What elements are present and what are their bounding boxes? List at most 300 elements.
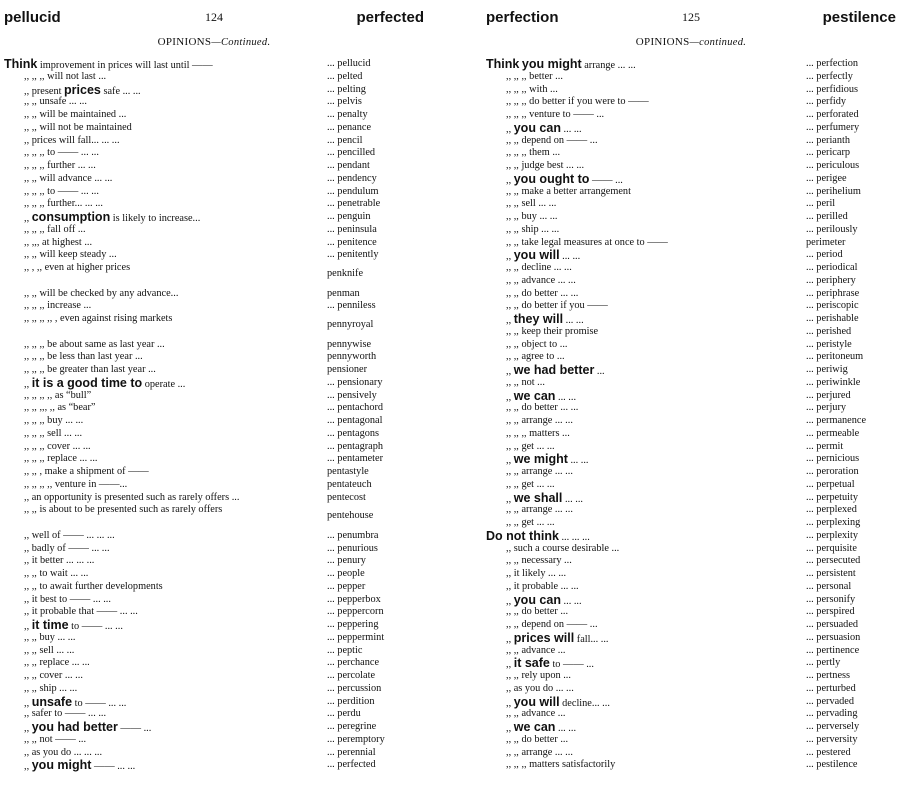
phrase-fragment: ,, <box>506 455 514 467</box>
phrase-fragment: safe ... ... <box>100 85 141 97</box>
code-word: ... perpetual <box>806 478 855 490</box>
phrase-fragment: ,, ,, ,, buy ... ... <box>24 415 84 426</box>
phrase-fragment: ,, <box>506 595 514 607</box>
phrase-text <box>24 237 92 250</box>
phrase-text <box>24 657 90 670</box>
phrase-fragment: ,, ,, is about to be presented such as rarely offers <box>24 504 223 516</box>
phrase-text <box>24 581 163 594</box>
phrase-row <box>486 530 896 543</box>
phrase-fragment: ,, ,, will keep steady ... <box>24 249 117 261</box>
phrase-fragment: ,, ,, do better ... ... <box>506 402 579 414</box>
code-word: ... pendulum <box>327 185 379 197</box>
phrase-fragment: ,, ,, get ... ... <box>506 517 555 528</box>
phrase-row <box>4 657 424 670</box>
code-word: ... pensively <box>327 389 377 401</box>
phrase-text <box>24 670 83 683</box>
phrase-keyword: it time <box>31 618 69 632</box>
phrase-text <box>506 568 566 581</box>
code-word: ... perplexity <box>806 529 859 541</box>
code-word: ... permit <box>806 440 844 452</box>
phrase-fragment: ,, ,, ship ... ... <box>24 682 78 694</box>
code-word: ... periwinkle <box>806 376 861 388</box>
phrase-row <box>486 122 896 135</box>
phrase-fragment: ,, ,, do better ... <box>506 606 569 618</box>
code-word: ... penurious <box>327 542 378 554</box>
phrase-fragment: ,, ,, sell ... ... <box>506 198 557 210</box>
phrase-row <box>486 84 896 97</box>
code-word: pentehouse <box>327 510 374 522</box>
phrase-text <box>24 147 99 160</box>
phrase-row <box>486 466 896 479</box>
phrase-row <box>486 249 896 262</box>
phrase-fragment: ,, ,, get ... ... <box>506 440 555 452</box>
phrase-fragment: ,, ,, ,, increase ... <box>24 300 92 312</box>
phrase-row <box>4 377 424 390</box>
phrase-fragment: ,, ,, ,, do better if you were to —— <box>506 96 649 108</box>
phrase-fragment: ,, ,, agree to ... <box>506 351 565 363</box>
left-running-header <box>4 9 424 27</box>
phrase-text <box>506 759 615 772</box>
phrase-fragment: ... ... <box>567 455 589 467</box>
phrase-fragment: fall... ... <box>574 633 609 645</box>
phrase-fragment: decline... ... <box>559 697 610 709</box>
code-word: ... periphrase <box>806 287 860 299</box>
phrase-row <box>4 581 424 594</box>
phrase-fragment: ,, ,, ,, cover ... ... <box>24 440 91 452</box>
phrase-row <box>4 415 424 428</box>
code-word: ... pentachord <box>327 402 384 414</box>
phrase-fragment: ... ... <box>560 595 582 607</box>
left-section-title-main: OPINIONS <box>157 36 212 48</box>
code-word: ... pernicious <box>806 453 860 465</box>
phrase-row <box>486 504 896 517</box>
phrase-fragment: ,, ,, ,, to —— ... ... <box>24 185 99 197</box>
right-section-title <box>486 36 896 48</box>
phrase-row <box>4 441 424 454</box>
code-word: ... penance <box>327 121 372 133</box>
phrase-fragment: ,, ,, ,, replace ... ... <box>24 453 98 465</box>
phrase-fragment: is likely to increase... <box>110 213 201 224</box>
phrase-fragment: ,, ,, will advance ... ... <box>24 172 113 184</box>
phrase-row <box>486 96 896 109</box>
phrase-text <box>24 262 130 275</box>
phrase-fragment: arrange ... ... <box>581 60 636 71</box>
phrase-text <box>24 224 86 237</box>
phrase-row <box>4 96 424 109</box>
phrase-row <box>486 211 896 224</box>
code-word: ... perilously <box>806 223 858 235</box>
phrase-row <box>486 594 896 607</box>
phrase-row <box>4 249 424 262</box>
code-word: ... penniless <box>327 300 376 312</box>
phrase-fragment: ,, as you do ... ... <box>506 682 574 694</box>
phrase-text <box>506 135 598 148</box>
code-word: ... pertness <box>806 670 851 681</box>
phrase-text <box>24 415 83 428</box>
phrase-text <box>24 453 97 466</box>
code-word: ... pervading <box>806 708 858 720</box>
code-word: ... pelting <box>327 83 366 95</box>
phrase-fragment: ,, ,, not ... <box>506 376 545 388</box>
phrase-row <box>486 71 896 84</box>
code-word: ... pentagraph <box>327 440 384 452</box>
phrase-fragment: ... ... ... <box>558 531 590 543</box>
phrase-row <box>486 747 896 760</box>
code-word: ... perdition <box>327 695 375 707</box>
phrase-text <box>24 96 87 109</box>
code-word: ... penitently <box>327 249 379 261</box>
code-word: ... perilled <box>806 211 848 222</box>
phrase-keyword: you will <box>513 248 560 263</box>
phrase-row <box>4 351 424 364</box>
phrase-keyword: you can <box>513 592 561 607</box>
phrase-text <box>506 186 631 199</box>
phrase-text <box>24 543 110 556</box>
code-word: ... perfectly <box>806 70 853 82</box>
phrase-row <box>4 109 424 122</box>
phrase-fragment: to —— ... <box>549 659 594 671</box>
phrase-row <box>4 84 424 97</box>
phrase-text <box>24 594 111 607</box>
phrase-fragment: ... ... <box>555 391 577 403</box>
phrase-fragment: ,, ,, buy ... ... <box>506 211 558 222</box>
phrase-row <box>486 657 896 670</box>
code-word: ... percolate <box>327 670 376 681</box>
phrase-row <box>4 173 424 186</box>
phrase-fragment: ,, ,, depend on —— ... <box>506 619 598 630</box>
phrase-fragment: ,, ,, ,, be greater than last year ... <box>24 364 156 375</box>
code-word: ... perfidious <box>806 83 859 95</box>
phrase-fragment: ,, badly of —— ... ... <box>24 542 110 554</box>
code-word: pensioner <box>327 364 368 375</box>
phrase-fragment: ,, ,, unsafe ... ... <box>24 96 87 108</box>
code-word: ... peroration <box>806 466 859 477</box>
phrase-keyword: it safe <box>513 656 550 671</box>
code-word: ... perjured <box>806 389 851 401</box>
left-section-title <box>4 36 424 48</box>
code-word: ... pepper <box>327 580 366 592</box>
code-word: ... pellucid <box>327 58 371 69</box>
code-word: ... peremptory <box>327 733 385 745</box>
phrase-row <box>4 224 424 237</box>
phrase-text <box>506 288 578 301</box>
code-word: ... personify <box>806 593 856 605</box>
phrase-text <box>24 734 86 747</box>
code-word: ... permeable <box>806 427 860 439</box>
phrase-text <box>24 313 172 326</box>
code-word: pentecost <box>327 491 366 503</box>
phrase-fragment: ,, <box>506 315 514 326</box>
phrase-keyword: you might <box>31 758 92 773</box>
phrase-row <box>486 313 896 326</box>
phrase-row <box>486 555 896 568</box>
phrase-text <box>506 606 568 619</box>
phrase-row <box>4 555 424 568</box>
code-word: ... personal <box>806 580 852 592</box>
right-head-word-last: pestilence <box>822 9 896 26</box>
phrase-fragment: ,, ,, do better ... ... <box>506 287 579 299</box>
phrase-text <box>24 504 222 517</box>
phrase-fragment: ... ... <box>562 493 583 505</box>
phrase-row <box>4 428 424 441</box>
code-word: ... perversely <box>806 721 860 732</box>
phrase-text <box>506 326 598 339</box>
code-word: ... peninsula <box>327 223 377 235</box>
phrase-text <box>24 173 112 186</box>
phrase-text <box>506 734 568 747</box>
code-word: ... perigee <box>806 172 847 184</box>
code-word: pentastyle <box>327 466 369 477</box>
phrase-text <box>24 530 115 543</box>
phrase-fragment: ,, ,, object to ... <box>506 338 568 350</box>
code-word: ... pentagons <box>327 427 380 439</box>
phrase-row <box>4 122 424 135</box>
right-section-title-main: OPINIONS <box>635 36 690 48</box>
code-word: ... pentagonal <box>327 415 383 426</box>
phrase-fragment: ,, ,, ,, ,, , even against rising markets <box>24 313 173 324</box>
phrase-fragment: ,, <box>24 761 32 773</box>
code-word: ... persuasion <box>806 631 861 643</box>
phrase-text <box>506 428 570 441</box>
code-word: ... perfection <box>806 58 859 69</box>
phrase-fragment: ,, safer to —— ... ... <box>24 708 107 720</box>
phrase-fragment: ,, <box>506 697 514 709</box>
phrase-row <box>4 504 424 530</box>
code-word: ... perplexing <box>806 517 861 528</box>
phrase-text <box>24 645 74 658</box>
phrase-fragment: ,, ,, arrange ... ... <box>506 466 573 477</box>
right-page-number: 125 <box>682 10 700 24</box>
phrase-fragment: ,, ,, ,, fall off ... <box>24 223 86 235</box>
phrase-text <box>24 351 143 364</box>
code-word: ... peregrine <box>327 721 377 732</box>
code-word: ... persistent <box>806 568 856 579</box>
code-word: ... percussion <box>327 682 382 694</box>
phrase-row <box>4 58 424 71</box>
phrase-fragment: improvement in prices will last until —— <box>37 60 213 71</box>
code-word: ... peptic <box>327 644 363 656</box>
phrase-text <box>24 300 91 313</box>
code-word: ... periculous <box>806 160 860 171</box>
code-word: ... peristyle <box>806 338 852 350</box>
code-word: ... peppercorn <box>327 606 384 618</box>
code-word: ... penalty <box>327 109 368 120</box>
code-word: perimeter <box>806 236 846 248</box>
left-entry-list <box>4 58 424 772</box>
code-word: ... peritoneum <box>806 351 864 363</box>
code-word: ... period <box>806 249 843 261</box>
phrase-fragment: ,, <box>506 659 514 671</box>
phrase-fragment: ,, ,,, at highest ... <box>24 236 93 248</box>
code-word: pennyroyal <box>327 319 374 330</box>
phrase-row <box>4 619 424 632</box>
code-word: ... pertinence <box>806 644 860 656</box>
code-word: ... people <box>327 568 365 579</box>
code-word: ... pendant <box>327 160 370 171</box>
code-word: ... perianth <box>806 134 851 146</box>
phrase-text <box>506 402 578 415</box>
phrase-fragment: ... ... <box>559 251 581 263</box>
phrase-row <box>4 696 424 709</box>
phrase-row <box>486 186 896 199</box>
phrase-fragment: ,, ,, judge best ... ... <box>506 160 585 171</box>
phrase-fragment: ,, <box>24 723 32 734</box>
phrase-row <box>4 632 424 645</box>
phrase-fragment: ,, <box>506 493 514 505</box>
code-word: ... perishable <box>806 313 859 324</box>
phrase-fragment: ,, as you do ... ... ... <box>24 746 103 758</box>
phrase-row <box>4 135 424 148</box>
code-word: ... pencilled <box>327 147 376 159</box>
phrase-fragment: ,, ,, do better if you —— <box>506 300 608 312</box>
code-word: ... perforated <box>806 109 859 120</box>
phrase-keyword: consumption <box>31 210 111 224</box>
code-word: pennywise <box>327 338 372 350</box>
phrase-row <box>4 492 424 505</box>
phrase-fragment: ,, <box>24 378 32 390</box>
phrase-fragment: ,, ,, advance ... ... <box>506 274 576 286</box>
phrase-row <box>4 530 424 543</box>
phrase-fragment: ,, ,, advance ... <box>506 708 566 720</box>
phrase-keyword: they will <box>513 312 564 326</box>
phrase-row <box>4 262 424 288</box>
code-word: ... pensionary <box>327 376 383 388</box>
phrase-text <box>506 84 558 97</box>
phrase-row <box>4 339 424 352</box>
code-word: ... permanence <box>806 415 867 426</box>
code-word: ... perihelium <box>806 185 861 197</box>
phrase-row <box>486 632 896 645</box>
phrase-fragment: ,, ,, arrange ... ... <box>506 504 573 516</box>
phrase-fragment: ,, present <box>24 85 65 97</box>
phrase-row <box>486 198 896 211</box>
phrase-fragment: ,, <box>24 213 32 224</box>
phrase-fragment: ... <box>594 366 605 377</box>
phrase-text <box>24 492 239 505</box>
phrase-text <box>506 747 573 760</box>
phrase-fragment: ,, ,, get ... ... <box>506 478 555 490</box>
code-word: ... penitence <box>327 236 377 248</box>
phrase-row <box>486 428 896 441</box>
phrase-fragment: ,, ,, ,, with ... <box>506 83 558 95</box>
phrase-fragment: ,, <box>506 723 514 734</box>
code-word: ... penumbra <box>327 529 379 541</box>
right-entry-list <box>486 58 896 772</box>
phrase-fragment: ,, ,, ,, be less than last year ... <box>24 351 143 363</box>
left-page <box>4 0 424 794</box>
phrase-row <box>4 300 424 313</box>
phrase-row <box>4 466 424 479</box>
phrase-fragment: ,, ,, ,, sell ... ... <box>24 427 83 439</box>
phrase-fragment: ,, ,, arrange ... ... <box>506 415 573 426</box>
phrase-fragment: ,, an opportunity is presented such as rarely offers ... <box>24 491 240 503</box>
code-word: ... peppermint <box>327 631 385 643</box>
phrase-keyword: we might <box>513 452 568 467</box>
code-word: ... perfected <box>327 759 376 771</box>
phrase-fragment: ,, <box>506 391 514 403</box>
code-word: ... pepperbox <box>327 593 381 605</box>
phrase-keyword: Think <box>486 57 520 71</box>
left-page-number: 124 <box>205 10 223 24</box>
code-word: penknife <box>327 268 364 279</box>
phrase-row <box>486 696 896 709</box>
phrase-fragment: ,, it best to —— ... ... <box>24 593 111 605</box>
phrase-text <box>24 249 117 262</box>
phrase-text <box>506 415 573 428</box>
code-word: ... pervaded <box>806 695 855 707</box>
phrase-row <box>486 147 896 160</box>
phrase-fragment: ,, ,, keep their promise <box>506 325 599 337</box>
phrase-row <box>4 734 424 747</box>
phrase-fragment: ,, ,, cover ... ... <box>24 670 83 681</box>
phrase-fragment: ... ... <box>555 723 577 734</box>
phrase-text <box>24 339 165 352</box>
code-word: ... pertly <box>806 657 841 669</box>
code-word: ... perjury <box>806 402 847 414</box>
code-word: ... penetrable <box>327 198 381 210</box>
phrase-fragment: ,, ,, ,, ,, as “bull” <box>24 389 92 401</box>
phrase-fragment: ,, ,, ,, venture to —— ... <box>506 109 605 120</box>
right-section-title-cont: —continued. <box>689 37 747 48</box>
phrase-row <box>486 275 896 288</box>
left-head-word-first: pellucid <box>4 9 61 26</box>
phrase-row <box>486 543 896 556</box>
phrase-fragment: ,, ,, necessary ... <box>506 555 572 567</box>
phrase-row <box>4 645 424 658</box>
code-word: pentateuch <box>327 478 372 490</box>
phrase-fragment: ,, ,, ,, better ... <box>506 70 563 82</box>
phrase-text <box>24 186 99 199</box>
phrase-keyword: we shall <box>513 490 563 505</box>
phrase-row <box>4 402 424 415</box>
phrase-fragment: ,, ,, ,, them ... <box>506 147 561 159</box>
phrase-fragment: ,, ,, advance ... <box>506 644 566 656</box>
phrase-row <box>486 606 896 619</box>
phrase-fragment: ,, it probable ... ... <box>506 580 579 592</box>
phrase-row <box>4 721 424 734</box>
code-word: ... perplexed <box>806 504 857 516</box>
phrase-row <box>486 58 896 71</box>
code-word: ... perfumery <box>806 121 860 133</box>
right-page <box>486 0 896 794</box>
phrase-fragment: ,, ,, , make a shipment of —— <box>24 466 149 477</box>
phrase-fragment: ,, ,, rely upon ... <box>506 670 571 681</box>
left-head-word-last: perfected <box>356 9 424 26</box>
phrase-row <box>486 734 896 747</box>
phrase-fragment: ,, it better ... ... ... <box>24 555 95 567</box>
phrase-row <box>4 594 424 607</box>
phrase-fragment: ,, such a course desirable ... <box>506 542 620 554</box>
phrase-fragment: ,, ,, ,, will not last ... <box>24 70 107 82</box>
phrase-row <box>486 670 896 683</box>
phrase-row <box>486 339 896 352</box>
code-word: ... periscopic <box>806 300 859 312</box>
phrase-row <box>486 568 896 581</box>
phrase-fragment: ,, ,, replace ... ... <box>24 657 90 669</box>
code-word: ... periwig <box>806 364 848 375</box>
phrase-fragment: ,, ,, ,,, ,, as “bear” <box>24 402 96 414</box>
code-word: ... perquisite <box>806 542 857 554</box>
phrase-fragment: —— ... ... <box>91 761 136 773</box>
phrase-text <box>24 466 149 479</box>
phrase-fragment: ,, ,, ,, matters satisfactorily <box>506 759 616 771</box>
phrase-fragment: ,, <box>24 621 32 632</box>
phrase-fragment: ,, <box>24 697 32 709</box>
phrase-row <box>486 492 896 505</box>
phrase-fragment: ,, ,, arrange ... ... <box>506 746 573 758</box>
phrase-keyword: prices <box>64 82 101 97</box>
phrase-fragment: ,, , ,, even at higher prices <box>24 262 131 273</box>
